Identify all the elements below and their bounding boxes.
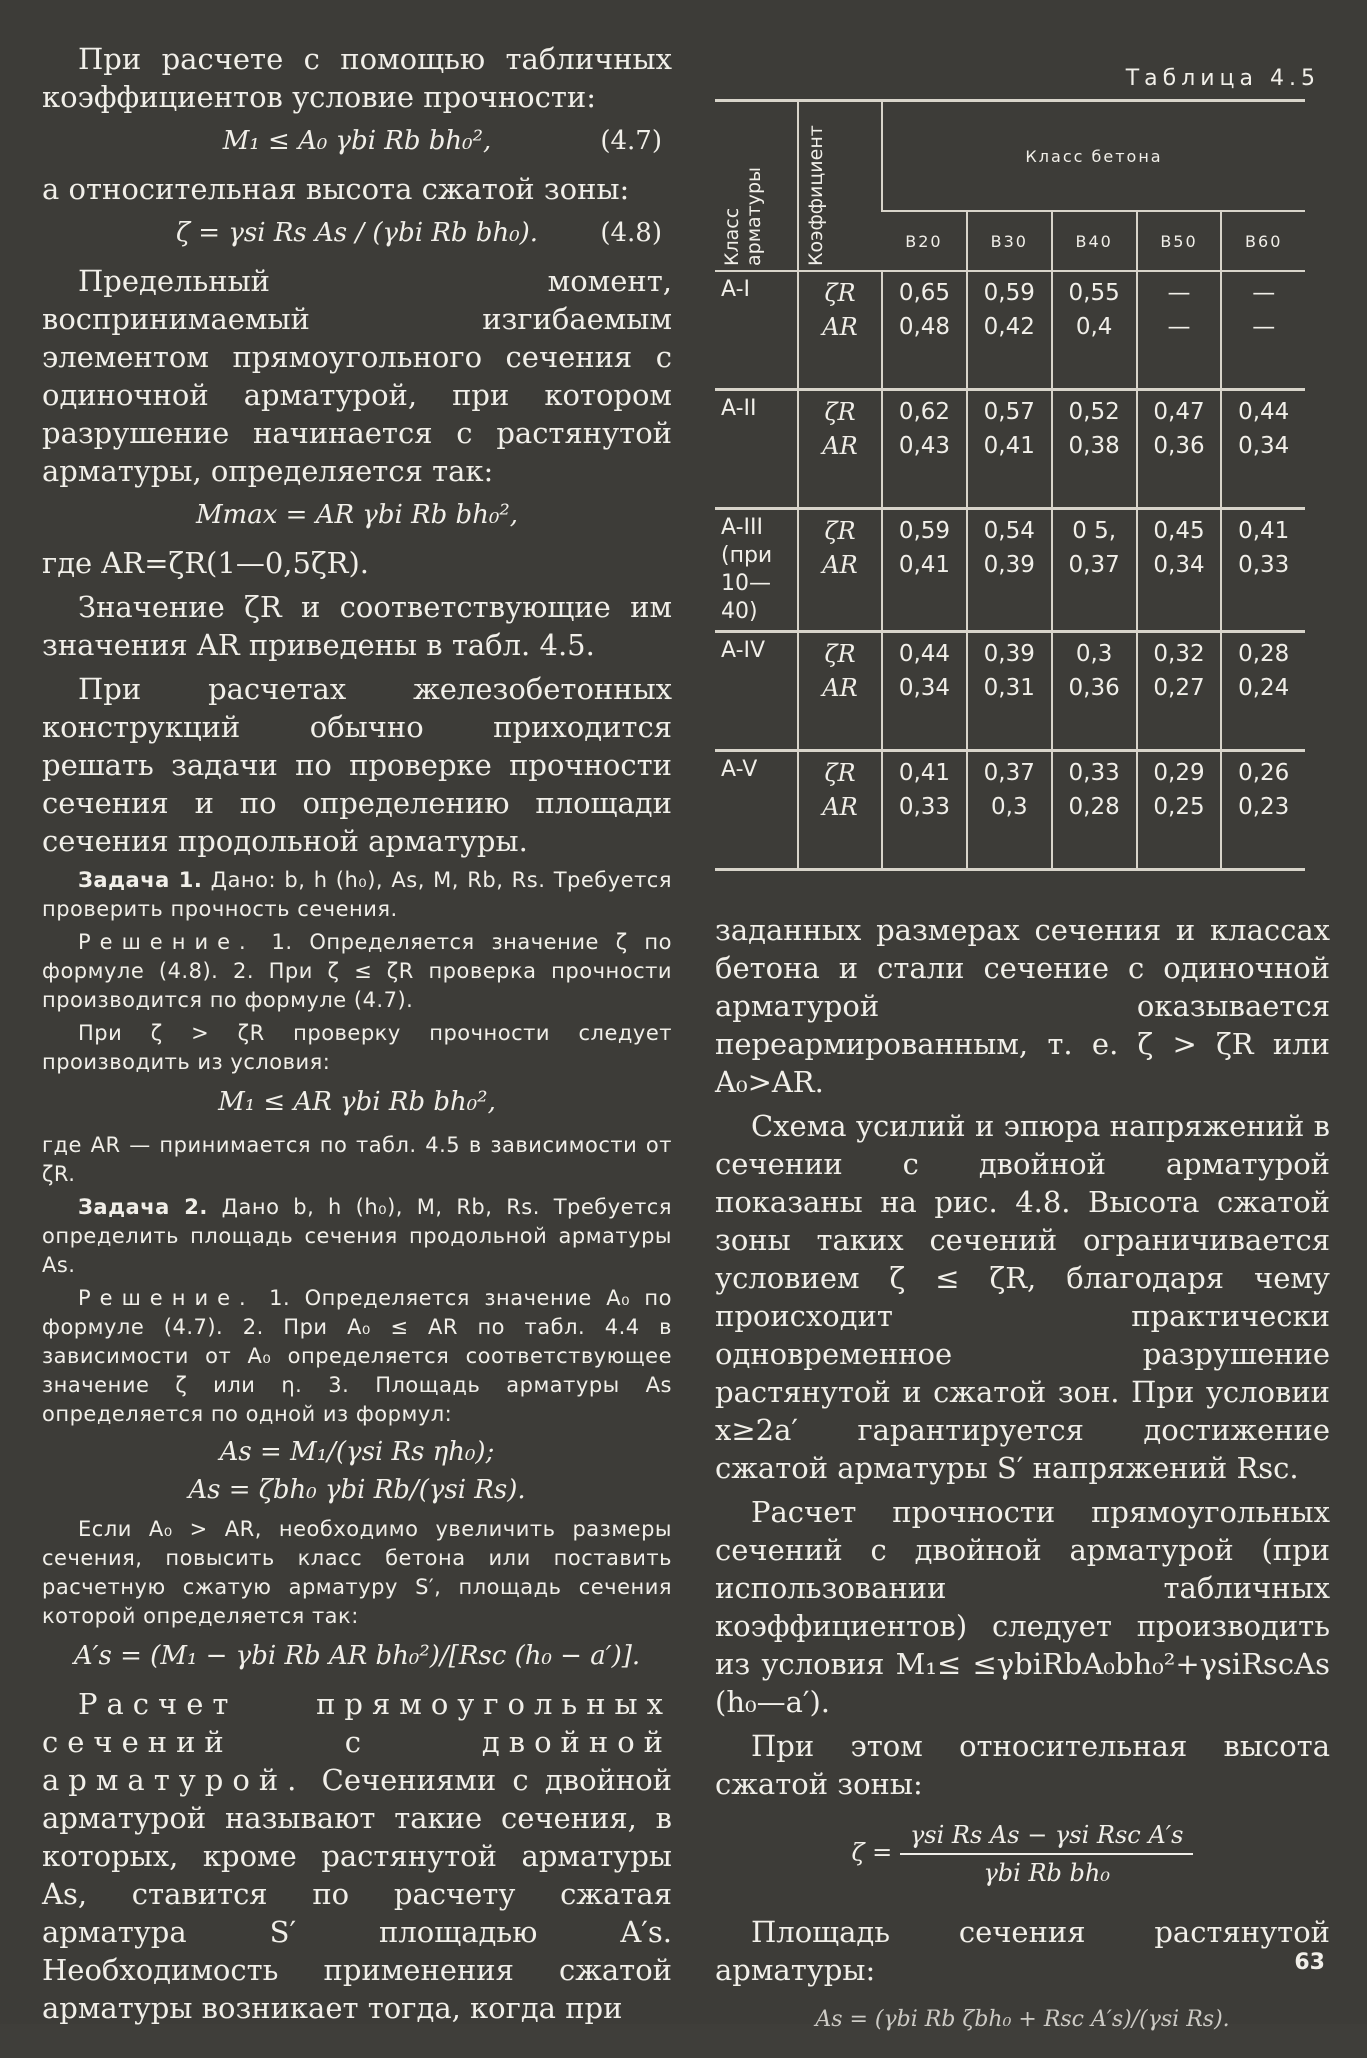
- paragraph: При расчете с помощью табличных коэффициентов условие прочности:: [42, 42, 672, 114]
- table-row: [715, 509, 1305, 632]
- paragraph: а относительная высота сжатой зоны:: [42, 172, 630, 206]
- value-cell: 0,54 0,39: [967, 509, 1052, 632]
- value-cell: 0,33 0,28: [1052, 751, 1137, 870]
- paragraph: При расчетах железобетонных конструкций обычно приходится решать задачи по проверке прочности сечения и по определению площади сечения продольной арматуры.: [42, 672, 672, 858]
- task-1: Задача 1. Дано: b, h (h₀), As, M, Rb, Rs. Требуется проверить прочность сечения.: [42, 868, 672, 921]
- paragraph: При ζ > ζR проверку прочности следует производить из условия:: [42, 1021, 672, 1074]
- value-cell: 0,3 0,36: [1052, 632, 1137, 751]
- left-column: [42, 40, 672, 2033]
- row-label: A-IV: [715, 632, 798, 751]
- task-2: Задача 2. Дано b, h (h₀), M, Rb, Rs. Требуется определить площадь сечения продольной арматуры As.: [42, 1195, 672, 1277]
- value-cell: 0,26 0,23: [1221, 751, 1305, 870]
- paragraph: где AR — принимается по табл. 4.5 в зависимости от ζR.: [42, 1133, 672, 1186]
- formula-4-8: ζ = γsi Rs As / (γbi Rb bh₀). (4.8): [175, 218, 662, 248]
- page-number: 63: [1294, 1950, 1325, 1975]
- value-cell: 0,44 0,34: [882, 632, 967, 751]
- row-label: A-II: [715, 390, 798, 509]
- task-2-solution: Решение. 1. Определяется значение A₀ по формуле (4.7). 2. При A₀ ≤ AR по табл. 4.4 в зависимости от A₀ определяется соответствующее значение ζ или η. 3. Площадь арматуры As определяется по одной из формул:: [42, 1286, 672, 1426]
- value-cell: 0 5, 0,37: [1052, 509, 1137, 632]
- value-cell: 0,52 0,38: [1052, 390, 1137, 509]
- paragraph: Площадь сечения растянутой арматуры:: [715, 1915, 1330, 1987]
- value-cell: 0,41 0,33: [882, 751, 967, 870]
- value-cell: 0,45 0,34: [1137, 509, 1222, 632]
- data-table: [715, 99, 1305, 871]
- value-cell: 0,65 0,48: [882, 271, 967, 390]
- coef-cell: ζR AR: [798, 751, 882, 870]
- paragraph: При этом относительная высота сжатой зоны:: [715, 1729, 1330, 1801]
- paragraph: заданных размерах сечения и классах бетона и стали сечение с одиночной арматурой оказывается переармированным, т. е. ζ > ζR или A₀>AR.: [715, 913, 1330, 1099]
- table-caption: Таблица 4.5: [1125, 66, 1320, 91]
- grade-header: B20: [882, 211, 967, 271]
- value-cell: 0,44 0,34: [1221, 390, 1305, 509]
- header-concrete-class: Класс бетона: [882, 101, 1305, 212]
- section-paragraph: Расчет прямоугольных сечений с двойной арматурой. Сечениями с двойной арматурой называют такие сечения, в которых, кроме растянутой арматуры As, ставится по расчету сжатая арматура S′ площадью A′s. Необходимость применения сжатой арматуры возникает тогда, когда при: [42, 1687, 672, 2025]
- value-cell: 0,39 0,31: [967, 632, 1052, 751]
- formula-zeta: ζ = $\frac{\text{γsi Rs As − γsi Rsc A′s}}{\text{γbi Rb bh₀}}$: [715, 1821, 1330, 1887]
- value-cell: 0,28 0,24: [1221, 632, 1305, 751]
- value-cell: — —: [1221, 271, 1305, 390]
- formula-task2b: As = ζbh₀ γbi Rb/(γsi Rs).: [188, 1475, 526, 1505]
- task-1-solution: Решение. 1. Определяется значение ζ по формуле (4.8). 2. При ζ ≤ ζR проверка прочности производится по формуле (4.7).: [42, 930, 672, 1012]
- value-cell: 0,59 0,42: [967, 271, 1052, 390]
- value-cell: 0,37 0,3: [967, 751, 1052, 870]
- coef-cell: ζR AR: [798, 271, 882, 390]
- paragraph: Значение ζR и соответствующие им значения AR приведены в табл. 4.5.: [42, 590, 672, 662]
- grade-header: B60: [1221, 211, 1305, 271]
- row-label: A-III (при 10—40): [715, 509, 798, 632]
- coef-cell: ζR AR: [798, 390, 882, 509]
- value-cell: 0,32 0,27: [1137, 632, 1222, 751]
- paragraph: Схема усилий и эпюра напряжений в сечении с двойной арматурой показаны на рис. 4.8. Высота сжатой зоны таких сечений ограничивается условием ζ ≤ ζR, благодаря чему происходит практически одновременное разрушение растянутой и сжатой зон. При условии x≥2a′ гарантируется достижение сжатой арматуры S′ напряжений Rsc.: [715, 1109, 1330, 1485]
- table-row: [715, 271, 1305, 390]
- value-cell: 0,62 0,43: [882, 390, 967, 509]
- formula-4-7: M₁ ≤ A₀ γbi Rb bh₀², (4.7): [222, 126, 662, 156]
- formula-task2a: As = M₁/(γsi Rs ηh₀);: [219, 1437, 495, 1467]
- value-cell: 0,47 0,36: [1137, 390, 1222, 509]
- paragraph: Расчет прочности прямоугольных сечений с двойной арматурой (при использовании табличных коэффициентов) следует производить из условия M₁≤ ≤γbiRbA₀bh₀²+γsiRscAs (h₀—a′).: [715, 1495, 1330, 1719]
- value-cell: 0,59 0,41: [882, 509, 967, 632]
- value-cell: 0,57 0,41: [967, 390, 1052, 509]
- formula-mmax: Mmax = AR γbi Rb bh₀²,: [195, 500, 519, 530]
- right-column: [715, 40, 1330, 2058]
- header-coefficient: Коэффициент: [798, 101, 882, 272]
- paragraph: Предельный момент, воспринимаемый изгибаемым элементом прямоугольного сечения с одиночной арматурой, при котором разрушение начинается с растянутой арматуры, определяется так:: [42, 264, 672, 488]
- table-row: [715, 390, 1305, 509]
- header-class: Класс арматуры: [715, 101, 798, 272]
- grade-header: B30: [967, 211, 1052, 271]
- coef-cell: ζR AR: [798, 509, 882, 632]
- grade-header: B40: [1052, 211, 1137, 271]
- paragraph: где AR=ζR(1—0,5ζR).: [42, 546, 370, 580]
- table-row: [715, 751, 1305, 870]
- grade-header: B50: [1137, 211, 1222, 271]
- row-label: A-V: [715, 751, 798, 870]
- formula-as: As = (γbi Rb ζbh₀ + Rsc A′s)/(γsi Rs).: [815, 2007, 1230, 2032]
- value-cell: 0,29 0,25: [1137, 751, 1222, 870]
- table-row: [715, 632, 1305, 751]
- coef-cell: ζR AR: [798, 632, 882, 751]
- value-cell: 0,55 0,4: [1052, 271, 1137, 390]
- paragraph: Если A₀ > AR, необходимо увеличить размеры сечения, повысить класс бетона или поставить расчетную сжатую арматуру S′, площадь сечения которой определяется так:: [42, 1517, 672, 1628]
- row-label: A-I: [715, 271, 798, 390]
- formula-task2c: A′s = (M₁ − γbi Rb AR bh₀²)/[Rsc (h₀ − a′)].: [73, 1641, 641, 1671]
- value-cell: 0,41 0,33: [1221, 509, 1305, 632]
- value-cell: — —: [1137, 271, 1222, 390]
- formula-task1: M₁ ≤ AR γbi Rb bh₀²,: [218, 1087, 496, 1117]
